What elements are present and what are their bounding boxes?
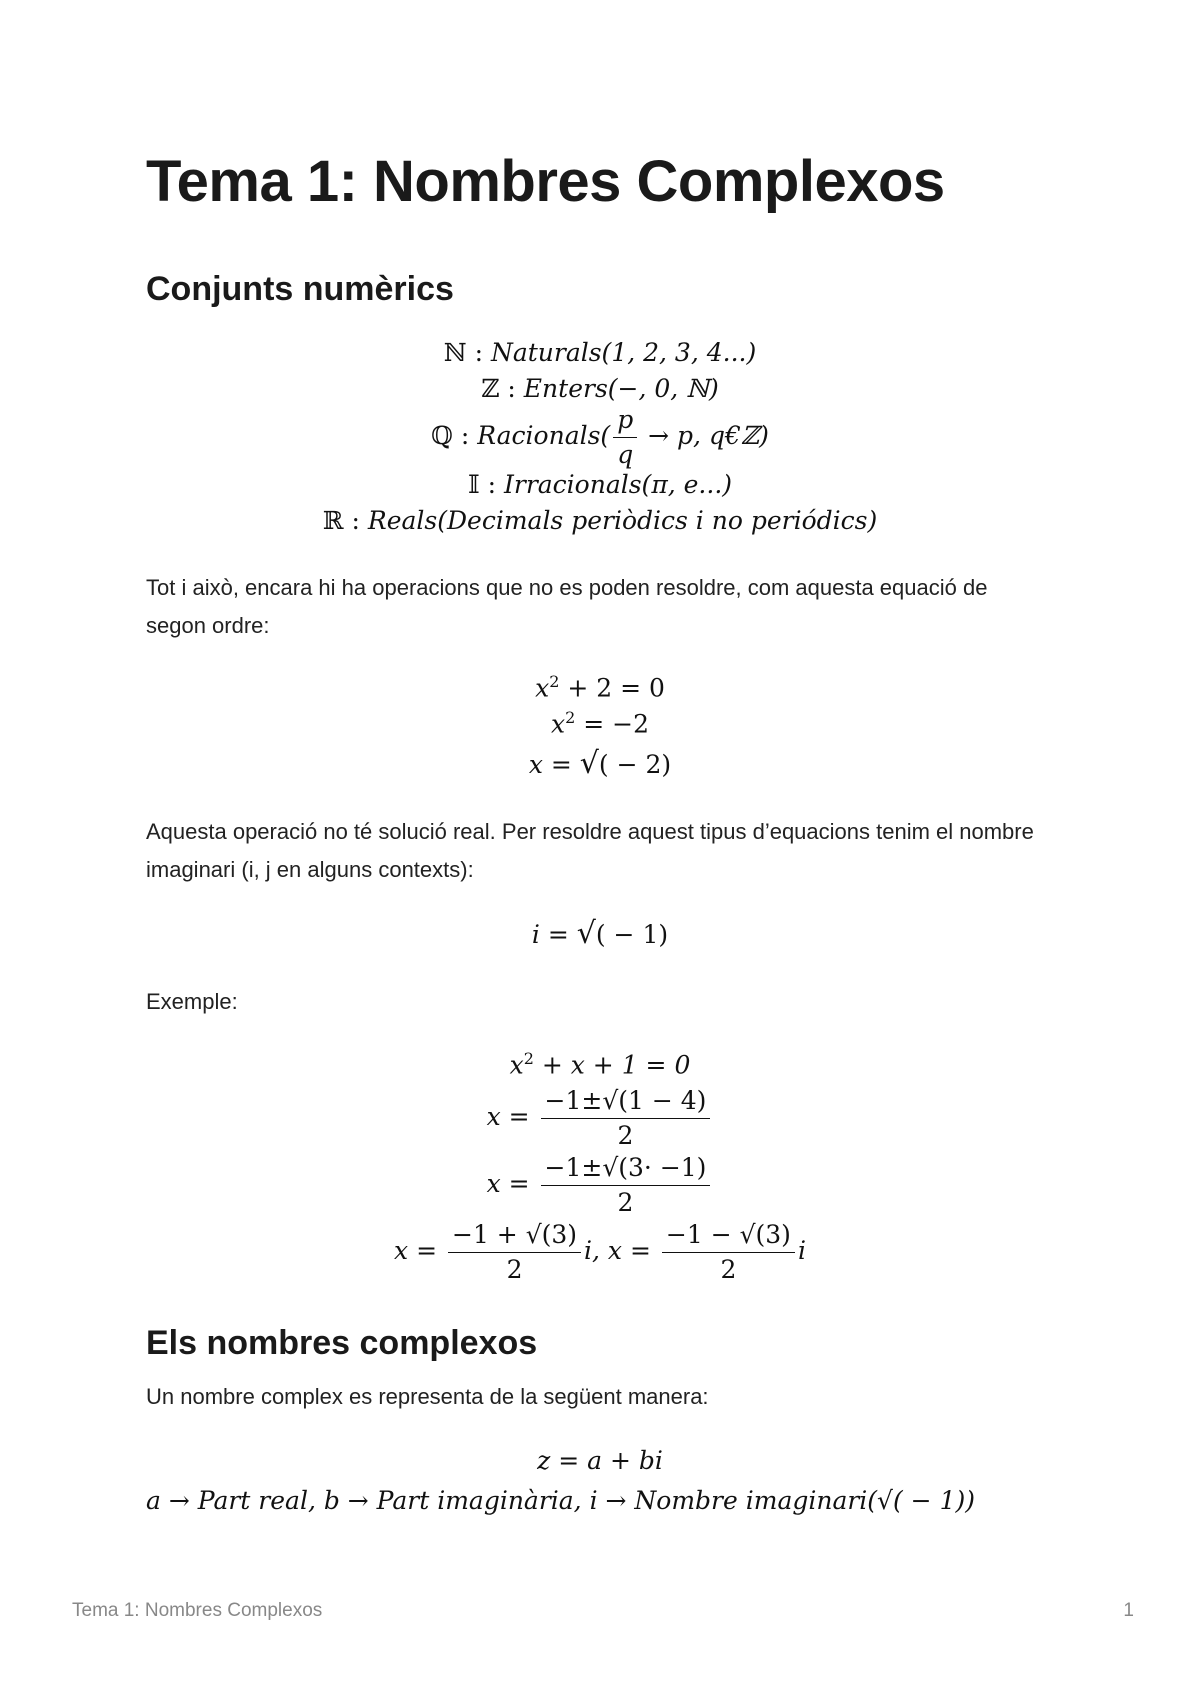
- fraction-denominator: 2: [617, 1121, 634, 1150]
- set-enters: ℤ : Enters(−, 0, ℕ): [481, 374, 719, 403]
- equation-mid: i, x =: [584, 1236, 659, 1265]
- set-symbol: ℝ: [322, 506, 344, 535]
- equation-lhs: i =: [531, 920, 577, 949]
- equation-complex-form: z = a + bi: [537, 1446, 663, 1475]
- equation-lhs: x =: [394, 1236, 445, 1265]
- fraction: [448, 1220, 581, 1285]
- section-heading-complexos: Els nombres complexos: [146, 1324, 538, 1362]
- fraction-numerator: −1 − √(3): [662, 1220, 795, 1253]
- section-heading-conjunts: Conjunts numèrics: [146, 270, 454, 308]
- equation: [0, 672, 1200, 702]
- set-irracionals: 𝕀 : Irracionals(π, e...): [467, 470, 733, 499]
- set-text: → p, q€ℤ): [640, 421, 769, 450]
- set-reals: ℝ : Reals(Decimals periòdics i no periódics): [322, 506, 878, 535]
- equation-lhs: x =: [486, 1169, 538, 1198]
- fraction-denominator: 2: [506, 1255, 523, 1284]
- equation-lhs: x =: [528, 750, 580, 779]
- equation-variable: x: [535, 673, 550, 703]
- equation-lhs: x =: [486, 1102, 538, 1131]
- fraction-numerator: −1 + √(3): [448, 1220, 581, 1253]
- fraction-numerator: −1±√(1 − 4): [541, 1086, 711, 1119]
- example-label: Exemple:: [146, 989, 238, 1014]
- footer-title: Tema 1: Nombres Complexos: [72, 1600, 323, 1621]
- example-equation: [0, 1153, 1200, 1218]
- set-text: Irracionals(π, e...): [504, 470, 733, 499]
- fraction: [613, 405, 637, 470]
- equation-rest: i: [797, 1236, 806, 1265]
- set-symbol: ℕ: [443, 338, 467, 367]
- paragraph: Tot i això, encara hi ha operacions que no es poden resoldre, com aquesta equació de segon ordre:: [146, 575, 988, 638]
- set-symbol: ℤ: [481, 374, 500, 403]
- fraction: [541, 1086, 711, 1151]
- equation-imaginary-unit: [0, 916, 1200, 951]
- fraction-numerator: p: [613, 405, 637, 438]
- fraction: [662, 1220, 795, 1285]
- set-symbol: 𝕀: [467, 470, 480, 499]
- fraction-numerator: −1±√(3· −1): [541, 1153, 711, 1186]
- example-equation: [0, 1086, 1200, 1151]
- set-naturals: ℕ : Naturals(1, 2, 3, 4...): [443, 338, 757, 367]
- fraction-denominator: 2: [617, 1188, 634, 1217]
- set-text: Naturals(1, 2, 3, 4...): [490, 338, 757, 367]
- fraction-denominator: q: [617, 440, 634, 469]
- set-racionals: ℚ : Racionals( $\frac{p}{q}$ → p, q€ℤ): [431, 405, 769, 469]
- equation-rest: ( − 1): [595, 920, 669, 949]
- fraction-denominator: 2: [720, 1255, 737, 1284]
- equation-variable: x: [551, 709, 566, 739]
- equation: [0, 708, 1200, 738]
- example-equation: [0, 1049, 1200, 1079]
- equation: [0, 746, 1200, 781]
- equation-variable: x: [509, 1050, 524, 1080]
- sqrt-symbol: √: [576, 916, 596, 951]
- exponent: 2: [523, 1049, 534, 1068]
- example-equation: [0, 1220, 1200, 1285]
- paragraph: Un nombre complex es representa de la següent manera:: [146, 1384, 709, 1409]
- fraction: [541, 1153, 711, 1218]
- exponent: 2: [549, 672, 560, 691]
- equation-rest: + 2 = 0: [559, 673, 665, 703]
- equation-complex-parts: a → Part real, b → Part imaginària, i → Nombre imaginari(√( − 1)): [146, 1486, 975, 1515]
- set-text: Enters(−, 0, ℕ): [523, 374, 719, 403]
- equation-rest: ( − 2): [598, 750, 672, 779]
- exponent: 2: [565, 708, 576, 727]
- sqrt-symbol: √: [579, 746, 599, 781]
- set-text: Reals(Decimals periòdics i no periódics): [367, 506, 878, 535]
- paragraph: Aquesta operació no té solució real. Per resoldre aquest tipus d’equacions tenim el nombre imaginari (i, j en alguns contexts):: [146, 819, 1034, 882]
- page-number: 1: [1123, 1600, 1134, 1621]
- set-symbol: ℚ: [431, 421, 453, 450]
- set-text: Racionals(: [477, 421, 611, 450]
- page-title: Tema 1: Nombres Complexos: [146, 149, 945, 214]
- equation-rest: = −2: [575, 709, 649, 739]
- equation-rest: + x + 1 = 0: [533, 1050, 691, 1080]
